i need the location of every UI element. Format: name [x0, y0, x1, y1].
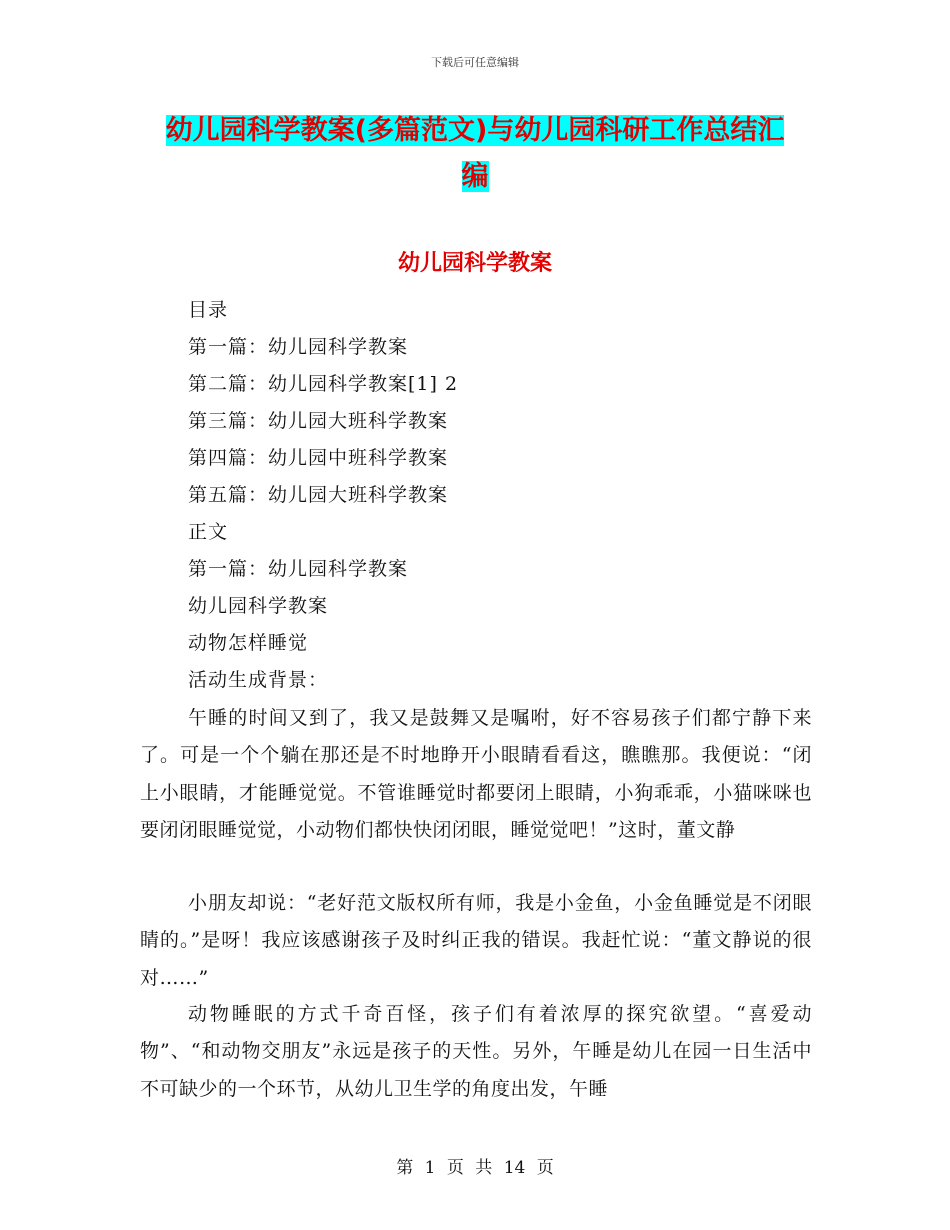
page-header-note: 下载后可任意编辑 — [431, 56, 519, 69]
body-paragraph: 午睡的时间又到了，我又是鼓舞又是嘱咐，好不容易孩子们都宁静下来了。可是一个个躺在那还是不时地睁开小眼睛看看这，瞧瞧那。我便说：“闭上小眼睛，才能睡觉觉。不管谁睡觉时都要闭上眼睛，小狗乖乖，小猫咪咪也要闭闭眼睡觉觉，小动物们都快快闭闭眼，睡觉觉吧！”这时，董文静 — [140, 707, 812, 841]
toc-heading: 目录 — [188, 299, 229, 321]
lesson-title: 动物怎样睡觉 — [188, 632, 309, 654]
article-heading: 第一篇：幼儿园科学教案 — [188, 558, 409, 580]
table-of-contents — [188, 292, 458, 699]
section-title: 幼儿园科学教案 — [397, 251, 552, 276]
body-paragraph: 动物睡眠的方式千奇百怪，孩子们有着浓厚的探究欲望。“喜爱动物”、“和动物交朋友”永远是孩子的天性。另外，午睡是幼儿在园一日生活中不可缺少的一个环节，从幼儿卫生学的角度出发，午睡 — [140, 1003, 812, 1100]
page-number: 第 1 页 共 14 页 — [396, 1158, 554, 1178]
document-title-line1: 幼儿园科学教案(多篇范文)与幼儿园科研工作总结汇 — [165, 115, 785, 146]
body-heading: 正文 — [188, 521, 229, 543]
article-subheading: 幼儿园科学教案 — [188, 595, 329, 617]
toc-item: 第三篇：幼儿园大班科学教案 — [188, 410, 449, 432]
toc-item: 第四篇：幼儿园中班科学教案 — [188, 447, 449, 469]
document-title — [130, 108, 820, 200]
document-title-line2: 编 — [461, 161, 489, 192]
toc-item: 第一篇：幼儿园科学教案 — [188, 336, 409, 358]
toc-item: 第二篇：幼儿园科学教案[1] 2 — [188, 373, 459, 395]
background-heading: 活动生成背景： — [188, 669, 329, 691]
body-paragraph: 小朋友却说：“老好范文版权所有师，我是小金鱼，小金鱼睡觉是不闭眼睛的。”是呀！我应该感谢孩子及时纠正我的错误。我赶忙说：“董文静说的很对……” — [140, 892, 812, 989]
toc-item: 第五篇：幼儿园大班科学教案 — [188, 484, 449, 506]
